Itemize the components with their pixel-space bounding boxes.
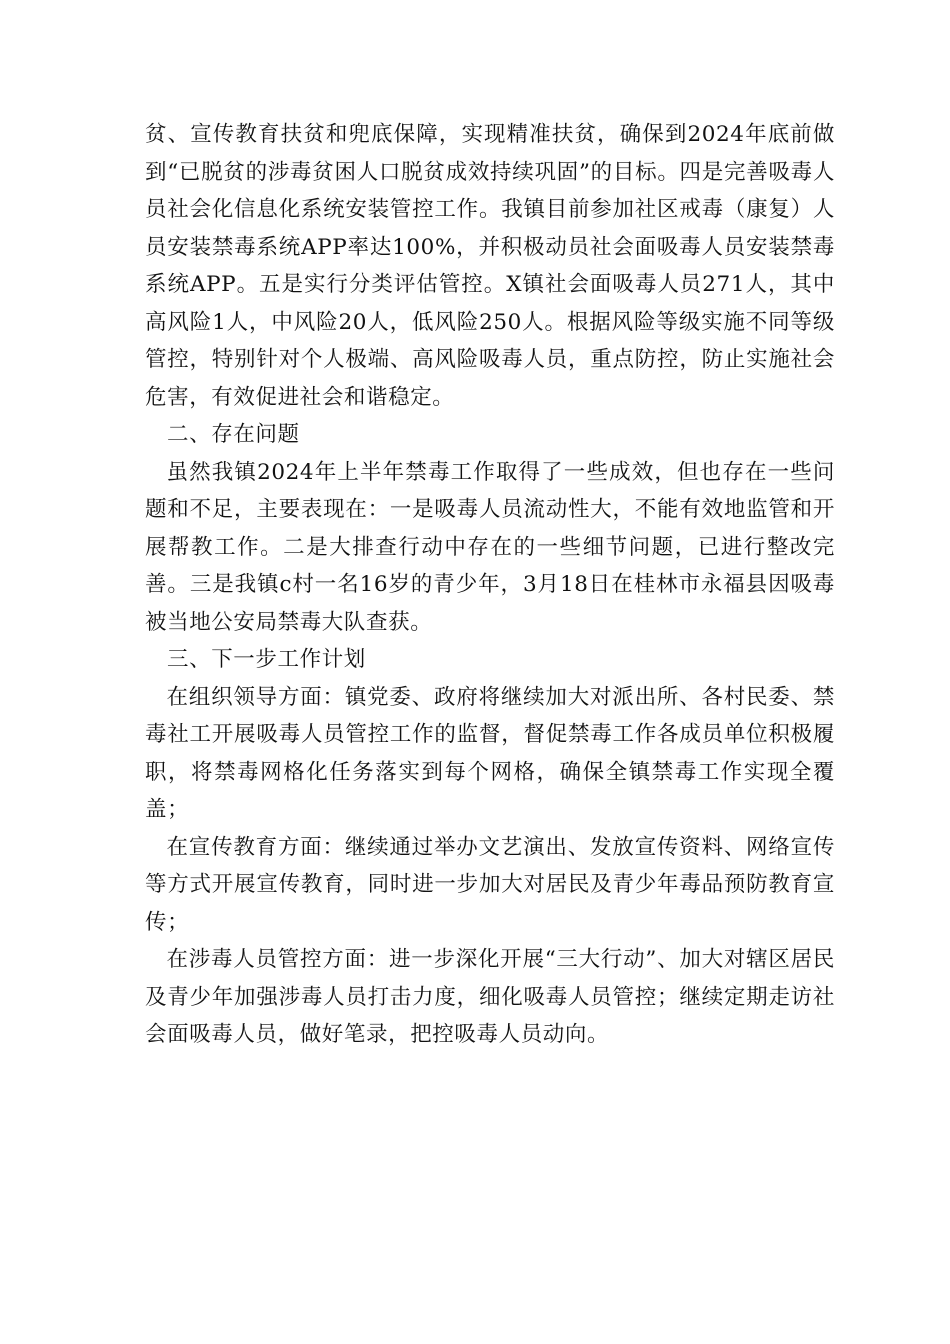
section-heading-next-plan: 三、下一步工作计划 [167, 647, 366, 672]
document-body [145, 116, 835, 1054]
section-heading-existing-problems: 二、存在问题 [167, 422, 300, 447]
paragraph-poverty-and-app-control: 贫、宣传教育扶贫和兜底保障，实现精准扶贫，确保到2024年底前做到“已脱贫的涉毒贫困人口脱贫成效持续巩固”的目标。四是完善吸毒人员社会化信息化系统安装管控工作。我镇目前参加社区戒毒（康复）人员安装禁毒系统APP率达100%，并积极动员社会面吸毒人员安装禁毒系统APP。五是实行分类评估管控。X镇社会面吸毒人员271人，其中高风险1人，中风险20人，低风险250人。根据风险等级实施不同等级管控，特别针对个人极端、高风险吸毒人员，重点防控，防止实施社会危害，有效促进社会和谐稳定。 [145, 122, 835, 410]
paragraph-publicity-education: 在宣传教育方面：继续通过举办文艺演出、发放宣传资料、网络宣传等方式开展宣传教育，同时进一步加大对居民及青少年毒品预防教育宣传； [145, 834, 835, 935]
paragraph-drug-personnel-control: 在涉毒人员管控方面：进一步深化开展“三大行动”、加大对辖区居民及青少年加强涉毒人员打击力度，细化吸毒人员管控；继续定期走访社会面吸毒人员，做好笔录，把控吸毒人员动向。 [145, 947, 835, 1047]
paragraph-organization-leadership: 在组织领导方面：镇党委、政府将继续加大对派出所、各村民委、禁毒社工开展吸毒人员管控工作的监督，督促禁毒工作各成员单位积极履职，将禁毒网格化任务落实到每个网格，确保全镇禁毒工作实现全覆盖； [145, 684, 835, 822]
paragraph-problems: 虽然我镇2024年上半年禁毒工作取得了一些成效，但也存在一些问题和不足，主要表现在：一是吸毒人员流动性大，不能有效地监管和开展帮教工作。二是大排查行动中存在的一些细节问题，已进行整改完善。三是我镇c村一名16岁的青少年，3月18日在桂林市永福县因吸毒被当地公安局禁毒大队查获。 [145, 459, 835, 635]
